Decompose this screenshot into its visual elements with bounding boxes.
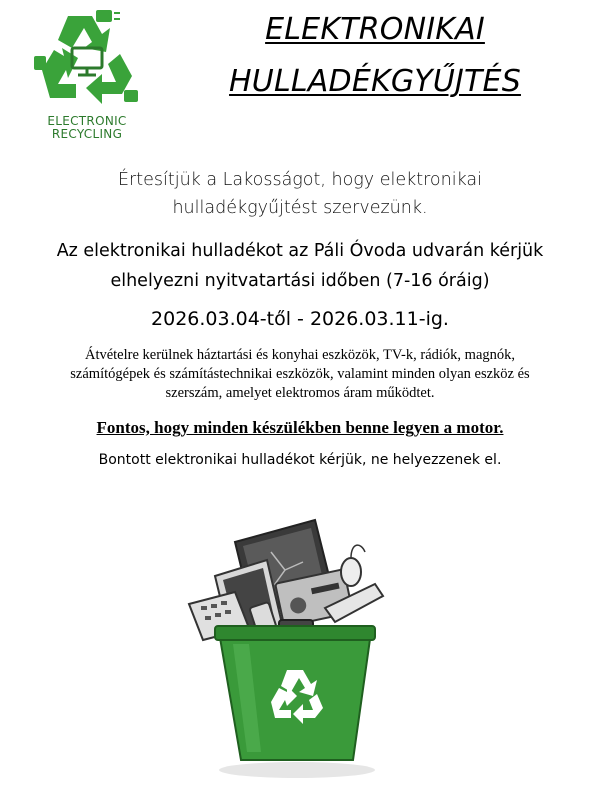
logo-text-line2: RECYCLING [51,127,123,141]
location-text [10,236,590,296]
location-line1: Az elektronikai hulladékot az Páli Óvoda udvarán kérjük [56,241,544,261]
accepted-items-text [20,346,580,403]
items-line1: Átvételre kerülnek háztartási és konyhai eszközök, TV-k, rádiók, magnók, [84,347,516,363]
recycle-bin-illustration [175,512,425,782]
electronic-recycling-logo [28,8,146,143]
electronic-recycling-icon [28,8,146,113]
notice-line2: hulladékgyűjtést szervezünk. [172,198,428,218]
items-line2: számítógépek és számítástechnikai eszközök, valamint minden olyan eszköz és [70,366,530,382]
dismantled-note: Bontott elektronikai hulladékot kérjük, ne helyezzenek el. [98,452,502,468]
important-note: Fontos, hogy minden készülékben benne legyen a motor. [96,418,504,437]
logo-text-line1: ELECTRONIC [47,114,127,128]
page-title-line2: HULLADÉKGYŰJTÉS [229,64,521,99]
items-line3: szerszám, amelyet elektromos áram működtet. [165,385,435,401]
page-title-line1: ELEKTRONIKAI [265,12,485,47]
location-line2: elhelyezni nyitvatartási időben (7-16 óráig) [110,271,490,291]
notice-line1: Értesítjük a Lakosságot, hogy elektronikai [118,170,482,190]
recycle-bin-with-electronics-icon [175,512,425,782]
notice-text [40,166,560,222]
collection-dates: 2026.03.04-től - 2026.03.11-ig. [151,308,449,330]
